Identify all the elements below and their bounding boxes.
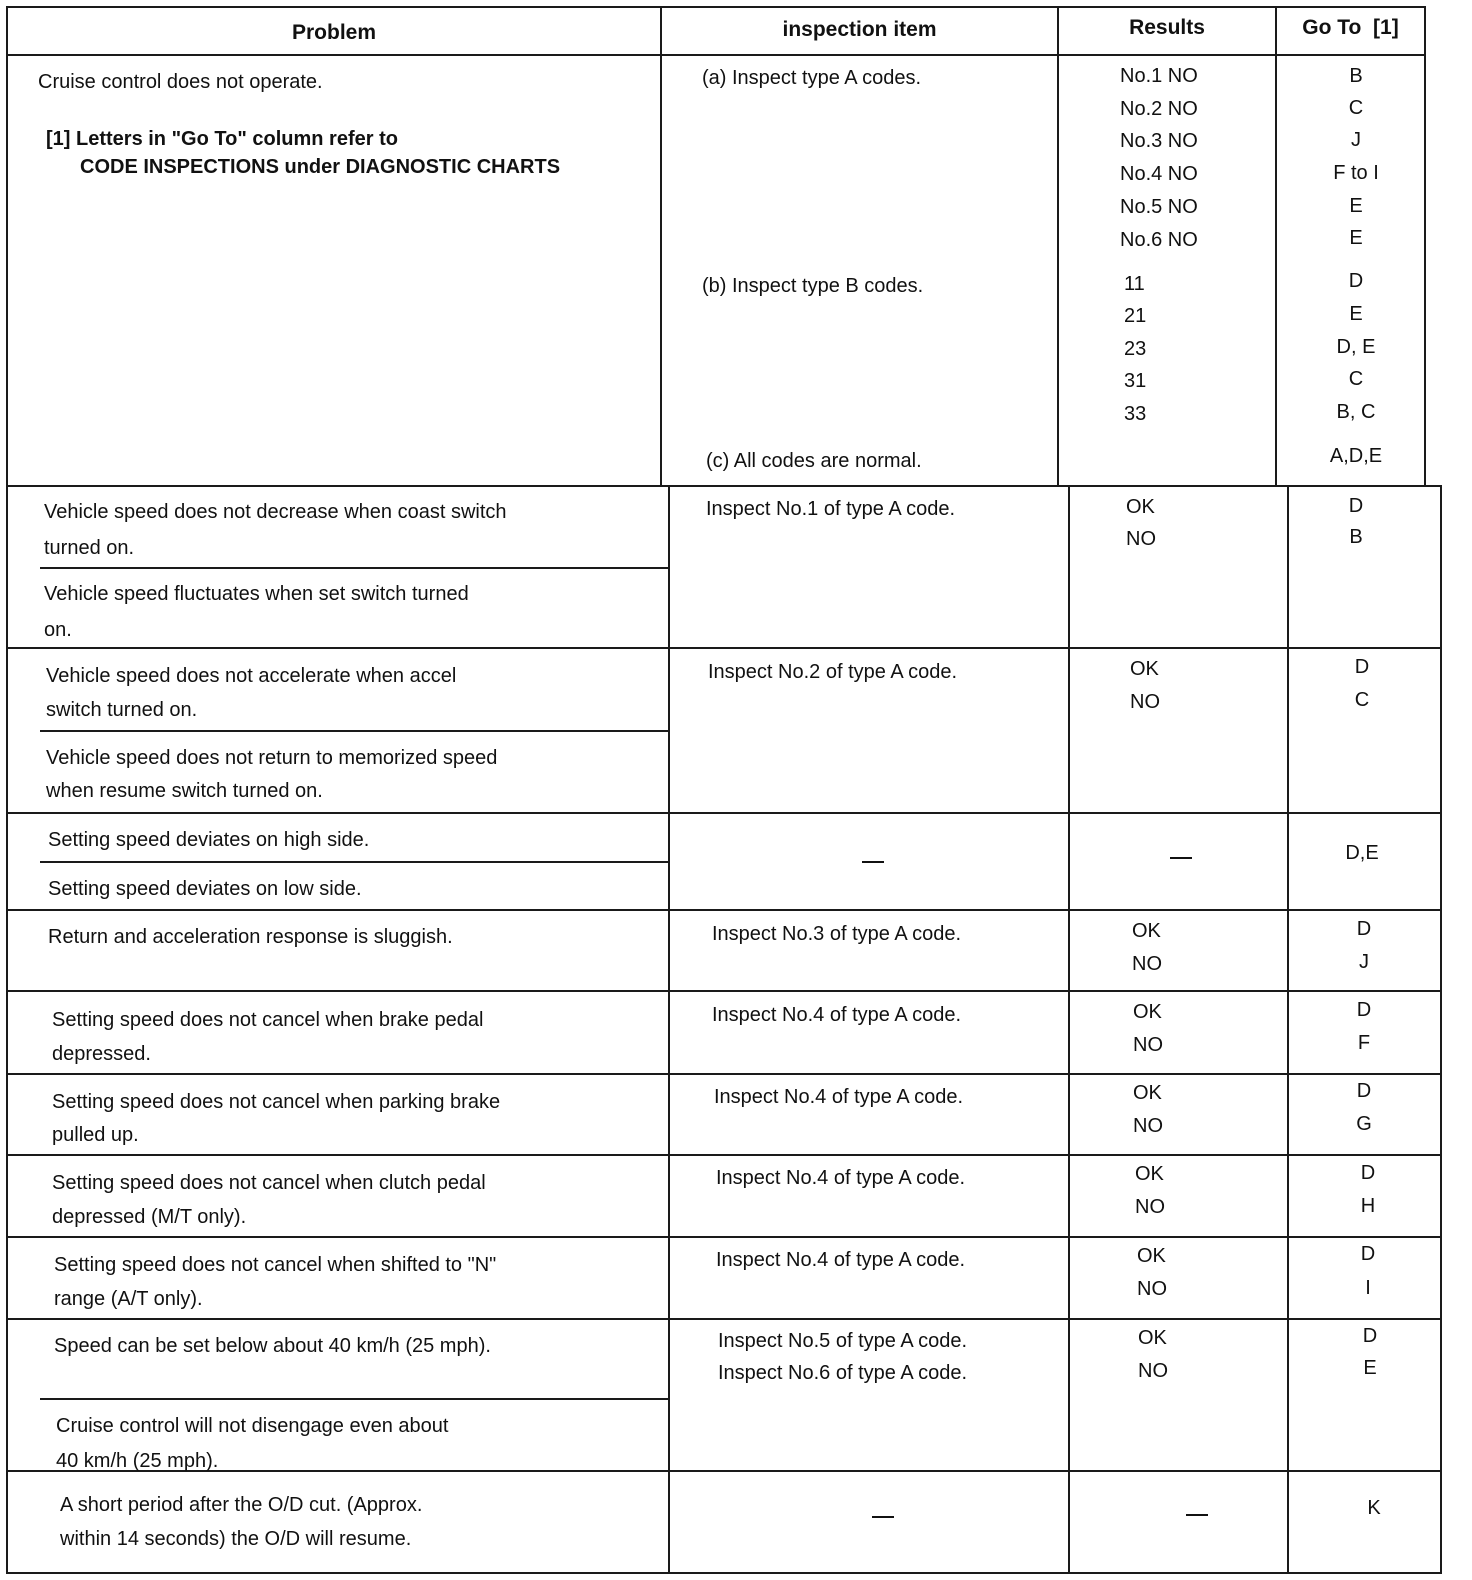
problem-text: turned on. [44,537,135,559]
result-value: OK [1132,920,1161,942]
col-divider [1057,6,1059,486]
goto-value: D [1360,1162,1376,1184]
result-value: No.6 NO [1120,229,1198,251]
problem-text: Vehicle speed does not decrease when coast switch [44,501,507,523]
empty-dash [1186,1514,1208,1516]
row-divider [6,1318,1442,1320]
problem-text: on. [44,619,72,641]
header-divider [6,54,1426,56]
result-value: 21 [1124,305,1147,327]
table-border-right [1424,6,1426,486]
goto-value: D, E [1336,336,1376,358]
result-value: OK [1133,1001,1162,1023]
inspection-item: (b) Inspect type B codes. [702,275,924,297]
goto-value: I [1365,1277,1371,1299]
goto-value: F to I [1333,162,1379,184]
goto-value: D [1356,999,1372,1021]
result-value: NO [1126,528,1156,550]
result-value: 11 [1124,273,1145,295]
problem-text: Vehicle speed fluctuates when set switch turned [44,583,469,605]
col-divider [1275,6,1277,486]
result-value: NO [1132,953,1162,975]
header-results: Results [1129,16,1205,39]
row-divider [6,909,1442,911]
inspection-item: (c) All codes are normal. [706,450,922,472]
goto-value: E [1363,1357,1377,1379]
inspection-item: Inspect No.3 of type A code. [712,923,962,945]
goto-value: D [1348,495,1364,517]
goto-value: J [1359,951,1369,973]
goto-value: K [1367,1497,1381,1519]
subrow-divider [40,730,670,732]
goto-value: F [1357,1032,1371,1054]
goto-value: J [1351,129,1361,151]
problem-text: depressed (M/T only). [52,1206,247,1228]
empty-dash [1170,857,1192,859]
goto-value: E [1349,195,1363,217]
problem-text: Cruise control will not disengage even about [56,1415,449,1437]
goto-value: D [1348,270,1364,292]
table-border-bottom [6,1572,1442,1574]
result-value: NO [1138,1360,1168,1382]
goto-value: B [1349,65,1363,87]
problem-text: within 14 seconds) the O/D will resume. [60,1528,412,1550]
subrow-divider [40,567,670,569]
result-value: NO [1130,691,1160,713]
result-value: NO [1135,1196,1165,1218]
goto-value: D [1356,918,1372,940]
inspection-item: Inspect No.6 of type A code. [718,1362,968,1384]
result-value: OK [1135,1163,1164,1185]
goto-value: B, C [1336,401,1376,423]
result-value: No.1 NO [1120,65,1198,87]
header-problem: Problem [291,21,377,44]
problem-text: Setting speed deviates on low side. [48,878,362,900]
goto-value: A,D,E [1329,445,1383,467]
problem-text: pulled up. [52,1124,139,1146]
row-divider [6,1154,1442,1156]
col-divider [1068,486,1070,1574]
footnote-line-2: CODE INSPECTIONS under DIAGNOSTIC CHARTS [80,156,561,178]
empty-dash [872,1516,894,1518]
goto-value: C [1354,689,1370,711]
inspection-item: Inspect No.2 of type A code. [708,661,958,683]
result-value: NO [1137,1278,1167,1300]
goto-value: E [1349,227,1363,249]
col-divider [660,6,662,486]
result-value: OK [1126,496,1155,518]
inspection-item: Inspect No.4 of type A code. [712,1004,962,1026]
row-divider [6,812,1442,814]
inspection-item: Inspect No.5 of type A code. [718,1330,968,1352]
result-value: OK [1130,658,1159,680]
problem-text: Cruise control does not operate. [38,71,323,93]
inspection-item: Inspect No.4 of type A code. [714,1086,964,1108]
problem-text: range (A/T only). [54,1288,203,1310]
problem-text: A short period after the O/D cut. (Approx. [60,1494,423,1516]
col-divider [668,486,670,1574]
goto-value: C [1348,97,1364,119]
goto-value: D [1354,656,1370,678]
problem-text: Setting speed does not cancel when shifted to "N" [54,1254,497,1276]
goto-value: D [1360,1243,1376,1265]
problem-text: 40 km/h (25 mph). [56,1450,219,1472]
row-divider [6,990,1442,992]
goto-value: G [1356,1113,1372,1135]
problem-text: depressed. [52,1043,151,1065]
header-inspection-item: inspection item [782,18,937,41]
result-value: NO [1133,1034,1163,1056]
result-value: No.4 NO [1120,163,1198,185]
result-value: No.3 NO [1120,130,1198,152]
result-value: OK [1138,1327,1167,1349]
goto-value: B [1349,526,1363,548]
inspection-item: (a) Inspect type A codes. [702,67,922,89]
goto-value: D [1356,1080,1372,1102]
result-value: OK [1133,1082,1162,1104]
result-value: No.2 NO [1120,98,1198,120]
row-divider [6,1236,1442,1238]
inspection-item: Inspect No.4 of type A code. [716,1249,966,1271]
subrow-divider [40,1398,670,1400]
goto-value: D,E [1345,842,1379,864]
row-divider [6,647,1442,649]
goto-value: E [1349,303,1363,325]
inspection-item: Inspect No.4 of type A code. [716,1167,966,1189]
header-go-to: Go To [1] [1302,16,1399,39]
col-divider [1287,486,1289,1574]
goto-value: H [1360,1195,1376,1217]
empty-dash [862,861,884,863]
problem-text: Setting speed does not cancel when brake pedal [52,1009,484,1031]
result-value: No.5 NO [1120,196,1198,218]
result-value: NO [1133,1115,1163,1137]
goto-value: C [1348,368,1364,390]
goto-value: D [1362,1325,1378,1347]
subrow-divider [40,861,670,863]
table-border-left [6,6,8,1574]
row-divider [6,1073,1442,1075]
problem-text: Speed can be set below about 40 km/h (25 mph). [54,1335,491,1357]
inspection-item: Inspect No.1 of type A code. [706,498,956,520]
table-border-right [1440,486,1442,1574]
problem-text: Setting speed deviates on high side. [48,829,370,851]
row-divider [6,485,1442,487]
result-value: OK [1137,1245,1166,1267]
problem-text: Setting speed does not cancel when clutch pedal [52,1172,486,1194]
problem-text: Vehicle speed does not accelerate when accel [46,665,457,687]
problem-text: Vehicle speed does not return to memorized speed [46,747,498,769]
footnote-line-1: [1] Letters in "Go To" column refer to [46,128,398,150]
problem-text: when resume switch turned on. [46,780,323,802]
result-value: 33 [1124,403,1147,425]
problem-text: Setting speed does not cancel when parking brake [52,1091,501,1113]
table-border-top [6,6,1426,8]
row-divider [6,1470,1442,1472]
result-value: 31 [1124,370,1147,392]
problem-text: Return and acceleration response is sluggish. [48,926,453,948]
problem-text: switch turned on. [46,699,198,721]
result-value: 23 [1124,338,1147,360]
